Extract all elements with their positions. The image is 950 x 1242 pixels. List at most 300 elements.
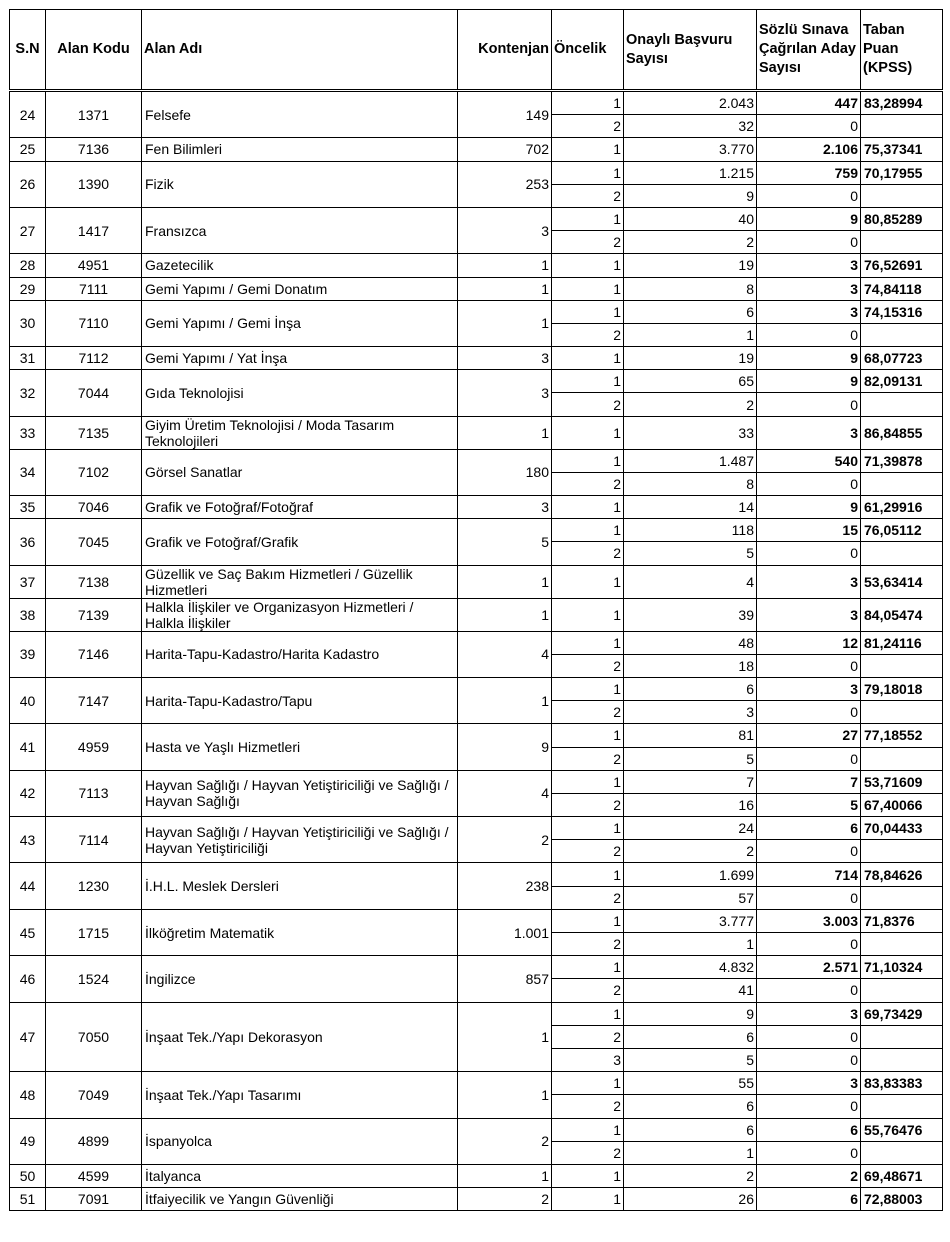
- kontenjan-cell: 2: [458, 1188, 552, 1211]
- sn-cell: 27: [10, 207, 46, 253]
- alan-kodu-cell: 1390: [46, 161, 142, 207]
- taban-puan-cell: 70,17955: [861, 161, 943, 184]
- taban-puan-cell: 75,37341: [861, 138, 943, 161]
- kontenjan-cell: 1: [458, 277, 552, 300]
- taban-puan-cell: [861, 542, 943, 565]
- onayli-basvuru-cell: 8: [624, 472, 757, 495]
- sozlu-aday-cell: 759: [757, 161, 861, 184]
- taban-puan-cell: 53,71609: [861, 770, 943, 793]
- oncelik-cell: 2: [552, 979, 624, 1002]
- taban-puan-cell: 67,40066: [861, 793, 943, 816]
- table-row: [10, 254, 943, 277]
- oncelik-cell: 1: [552, 631, 624, 654]
- alan-kodu-cell: 7045: [46, 519, 142, 565]
- sn-cell: 34: [10, 449, 46, 495]
- oncelik-cell: 2: [552, 654, 624, 677]
- alan-kodu-cell: 7044: [46, 370, 142, 416]
- header-sozlu-aday: Sözlü Sınava Çağrılan Aday Sayısı: [757, 10, 861, 91]
- kontenjan-cell: 1: [458, 677, 552, 723]
- onayli-basvuru-cell: 6: [624, 677, 757, 700]
- oncelik-cell: 2: [552, 1141, 624, 1164]
- sozlu-aday-cell: 9: [757, 370, 861, 393]
- kontenjan-cell: 2: [458, 1118, 552, 1164]
- table-row: [10, 909, 943, 932]
- sn-cell: 38: [10, 598, 46, 631]
- taban-puan-cell: [861, 747, 943, 770]
- onayli-basvuru-cell: 7: [624, 770, 757, 793]
- taban-puan-cell: 77,18552: [861, 724, 943, 747]
- sn-cell: 46: [10, 956, 46, 1002]
- alan-kodu-cell: 7138: [46, 565, 142, 598]
- onayli-basvuru-cell: 24: [624, 817, 757, 840]
- sn-cell: 47: [10, 1002, 46, 1072]
- onayli-basvuru-cell: 19: [624, 254, 757, 277]
- oncelik-cell: 1: [552, 724, 624, 747]
- oncelik-cell: 1: [552, 91, 624, 115]
- onayli-basvuru-cell: 6: [624, 1095, 757, 1118]
- oncelik-cell: 1: [552, 956, 624, 979]
- kontenjan-cell: 3: [458, 370, 552, 416]
- alan-adi-cell: İngilizce: [142, 956, 458, 1002]
- sozlu-aday-cell: 0: [757, 542, 861, 565]
- taban-puan-cell: 74,15316: [861, 300, 943, 323]
- onayli-basvuru-cell: 8: [624, 277, 757, 300]
- kontenjan-cell: 3: [458, 207, 552, 253]
- kontenjan-cell: 4: [458, 770, 552, 816]
- sozlu-aday-cell: 3: [757, 277, 861, 300]
- alan-kodu-cell: 7046: [46, 496, 142, 519]
- kontenjan-cell: 1: [458, 1002, 552, 1072]
- sozlu-aday-cell: 27: [757, 724, 861, 747]
- sn-cell: 43: [10, 817, 46, 863]
- alan-adi-cell: İ.H.L. Meslek Dersleri: [142, 863, 458, 909]
- header-kontenjan: Kontenjan: [458, 10, 552, 91]
- alan-adi-cell: Hayvan Sağlığı / Hayvan Yetiştiriciliği ve Sağlığı / Hayvan Sağlığı: [142, 770, 458, 816]
- alan-kodu-cell: 7111: [46, 277, 142, 300]
- alan-adi-cell: Harita-Tapu-Kadastro/Harita Kadastro: [142, 631, 458, 677]
- sozlu-aday-cell: 0: [757, 231, 861, 254]
- alan-adi-cell: Gemi Yapımı / Gemi İnşa: [142, 300, 458, 346]
- sn-cell: 36: [10, 519, 46, 565]
- alan-kodu-cell: 7147: [46, 677, 142, 723]
- sozlu-aday-cell: 0: [757, 1025, 861, 1048]
- taban-puan-cell: [861, 1141, 943, 1164]
- oncelik-cell: 1: [552, 300, 624, 323]
- table-header: [10, 10, 943, 91]
- alan-kodu-cell: 7050: [46, 1002, 142, 1072]
- sozlu-aday-cell: 5: [757, 793, 861, 816]
- kontenjan-cell: 702: [458, 138, 552, 161]
- onayli-basvuru-cell: 14: [624, 496, 757, 519]
- document-page: [9, 9, 943, 1211]
- oncelik-cell: 1: [552, 370, 624, 393]
- taban-puan-cell: [861, 1095, 943, 1118]
- table-row: [10, 1188, 943, 1211]
- alan-kodu-cell: 4951: [46, 254, 142, 277]
- sozlu-aday-cell: 3.003: [757, 909, 861, 932]
- taban-puan-cell: 69,73429: [861, 1002, 943, 1025]
- taban-puan-cell: 74,84118: [861, 277, 943, 300]
- oncelik-cell: 1: [552, 449, 624, 472]
- sozlu-aday-cell: 3: [757, 677, 861, 700]
- alan-adi-cell: Giyim Üretim Teknolojisi / Moda Tasarım Teknolojileri: [142, 416, 458, 449]
- oncelik-cell: 3: [552, 1048, 624, 1071]
- alan-adi-cell: Görsel Sanatlar: [142, 449, 458, 495]
- oncelik-cell: 1: [552, 496, 624, 519]
- kontenjan-cell: 1: [458, 565, 552, 598]
- taban-puan-cell: 83,28994: [861, 91, 943, 115]
- onayli-basvuru-cell: 4.832: [624, 956, 757, 979]
- taban-puan-cell: 82,09131: [861, 370, 943, 393]
- sozlu-aday-cell: 6: [757, 1188, 861, 1211]
- sozlu-aday-cell: 9: [757, 347, 861, 370]
- alan-kodu-cell: 7102: [46, 449, 142, 495]
- onayli-basvuru-cell: 3.777: [624, 909, 757, 932]
- table-row: [10, 91, 943, 115]
- alan-kodu-cell: 1417: [46, 207, 142, 253]
- oncelik-cell: 2: [552, 793, 624, 816]
- sozlu-aday-cell: 0: [757, 840, 861, 863]
- taban-puan-cell: [861, 393, 943, 416]
- sozlu-aday-cell: 0: [757, 323, 861, 346]
- oncelik-cell: 2: [552, 184, 624, 207]
- onayli-basvuru-cell: 9: [624, 184, 757, 207]
- sozlu-aday-cell: 2: [757, 1164, 861, 1187]
- sn-cell: 41: [10, 724, 46, 770]
- alan-adi-cell: Fizik: [142, 161, 458, 207]
- onayli-basvuru-cell: 39: [624, 598, 757, 631]
- onayli-basvuru-cell: 55: [624, 1072, 757, 1095]
- taban-puan-cell: [861, 654, 943, 677]
- table-row: [10, 598, 943, 631]
- alan-adi-cell: Harita-Tapu-Kadastro/Tapu: [142, 677, 458, 723]
- table-row: [10, 956, 943, 979]
- sn-cell: 28: [10, 254, 46, 277]
- onayli-basvuru-cell: 1: [624, 1141, 757, 1164]
- sozlu-aday-cell: 7: [757, 770, 861, 793]
- taban-puan-cell: [861, 933, 943, 956]
- oncelik-cell: 1: [552, 161, 624, 184]
- onayli-basvuru-cell: 9: [624, 1002, 757, 1025]
- sozlu-aday-cell: 0: [757, 886, 861, 909]
- taban-puan-cell: [861, 231, 943, 254]
- table-row: [10, 519, 943, 542]
- oncelik-cell: 2: [552, 542, 624, 565]
- table-row: [10, 1002, 943, 1025]
- sn-cell: 42: [10, 770, 46, 816]
- table-row: [10, 416, 943, 449]
- kontenjan-cell: 238: [458, 863, 552, 909]
- oncelik-cell: 2: [552, 886, 624, 909]
- table-row: [10, 1118, 943, 1141]
- sozlu-aday-cell: 2.106: [757, 138, 861, 161]
- onayli-basvuru-cell: 118: [624, 519, 757, 542]
- sozlu-aday-cell: 6: [757, 1118, 861, 1141]
- alan-adi-cell: İtfaiyecilik ve Yangın Güvenliği: [142, 1188, 458, 1211]
- sn-cell: 51: [10, 1188, 46, 1211]
- alan-kodu-cell: 7114: [46, 817, 142, 863]
- sozlu-aday-cell: 0: [757, 701, 861, 724]
- onayli-basvuru-cell: 5: [624, 747, 757, 770]
- table-row: [10, 496, 943, 519]
- taban-puan-cell: 61,29916: [861, 496, 943, 519]
- oncelik-cell: 1: [552, 1118, 624, 1141]
- table-row: [10, 370, 943, 393]
- onayli-basvuru-cell: 33: [624, 416, 757, 449]
- table-row: [10, 277, 943, 300]
- sozlu-aday-cell: 0: [757, 1095, 861, 1118]
- sozlu-aday-cell: 15: [757, 519, 861, 542]
- taban-puan-cell: [861, 472, 943, 495]
- kontenjan-cell: 2: [458, 817, 552, 863]
- sozlu-aday-cell: 0: [757, 115, 861, 138]
- oncelik-cell: 2: [552, 701, 624, 724]
- oncelik-cell: 2: [552, 393, 624, 416]
- table-body: [10, 91, 943, 1211]
- alan-kodu-cell: 7135: [46, 416, 142, 449]
- taban-puan-cell: 78,84626: [861, 863, 943, 886]
- kontenjan-cell: 1: [458, 416, 552, 449]
- table-row: [10, 631, 943, 654]
- taban-puan-cell: 76,05112: [861, 519, 943, 542]
- alan-kodu-cell: 1371: [46, 91, 142, 138]
- alan-adi-cell: Gemi Yapımı / Gemi Donatım: [142, 277, 458, 300]
- alan-kodu-cell: 7139: [46, 598, 142, 631]
- oncelik-cell: 1: [552, 677, 624, 700]
- taban-puan-cell: 71,8376: [861, 909, 943, 932]
- onayli-basvuru-cell: 2: [624, 231, 757, 254]
- kontenjan-cell: 1: [458, 1072, 552, 1118]
- onayli-basvuru-cell: 41: [624, 979, 757, 1002]
- oncelik-cell: 1: [552, 347, 624, 370]
- oncelik-cell: 2: [552, 1095, 624, 1118]
- sozlu-aday-cell: 2.571: [757, 956, 861, 979]
- onayli-basvuru-cell: 2: [624, 840, 757, 863]
- sn-cell: 29: [10, 277, 46, 300]
- sn-cell: 39: [10, 631, 46, 677]
- oncelik-cell: 2: [552, 323, 624, 346]
- oncelik-cell: 1: [552, 909, 624, 932]
- taban-puan-cell: 84,05474: [861, 598, 943, 631]
- alan-adi-cell: Gemi Yapımı / Yat İnşa: [142, 347, 458, 370]
- taban-puan-cell: 70,04433: [861, 817, 943, 840]
- alan-kodu-cell: 7112: [46, 347, 142, 370]
- alan-adi-cell: Hasta ve Yaşlı Hizmetleri: [142, 724, 458, 770]
- alan-adi-cell: İtalyanca: [142, 1164, 458, 1187]
- taban-puan-cell: 86,84855: [861, 416, 943, 449]
- alan-adi-cell: Grafik ve Fotoğraf/Grafik: [142, 519, 458, 565]
- onayli-basvuru-cell: 1: [624, 933, 757, 956]
- taban-puan-cell: [861, 1048, 943, 1071]
- table-row: [10, 1072, 943, 1095]
- sn-cell: 26: [10, 161, 46, 207]
- alan-adi-cell: Hayvan Sağlığı / Hayvan Yetiştiriciliği ve Sağlığı / Hayvan Yetiştiriciliği: [142, 817, 458, 863]
- onayli-basvuru-cell: 48: [624, 631, 757, 654]
- alan-kodu-cell: 7113: [46, 770, 142, 816]
- oncelik-cell: 1: [552, 1072, 624, 1095]
- alan-kodu-cell: 4959: [46, 724, 142, 770]
- taban-puan-cell: 79,18018: [861, 677, 943, 700]
- sozlu-aday-cell: 3: [757, 1072, 861, 1095]
- kontenjan-cell: 1: [458, 300, 552, 346]
- alan-kodu-cell: 4899: [46, 1118, 142, 1164]
- sn-cell: 24: [10, 91, 46, 138]
- sozlu-aday-cell: 6: [757, 817, 861, 840]
- sn-cell: 50: [10, 1164, 46, 1187]
- alan-adi-cell: İspanyolca: [142, 1118, 458, 1164]
- alan-adi-cell: İlköğretim Matematik: [142, 909, 458, 955]
- sozlu-aday-cell: 3: [757, 300, 861, 323]
- onayli-basvuru-cell: 40: [624, 207, 757, 230]
- oncelik-cell: 2: [552, 840, 624, 863]
- oncelik-cell: 1: [552, 1002, 624, 1025]
- taban-puan-cell: 68,07723: [861, 347, 943, 370]
- onayli-basvuru-cell: 4: [624, 565, 757, 598]
- oncelik-cell: 1: [552, 519, 624, 542]
- table-row: [10, 138, 943, 161]
- kontenjan-cell: 1: [458, 598, 552, 631]
- onayli-basvuru-cell: 5: [624, 542, 757, 565]
- sn-cell: 31: [10, 347, 46, 370]
- kontenjan-cell: 4: [458, 631, 552, 677]
- onayli-basvuru-cell: 57: [624, 886, 757, 909]
- onayli-basvuru-cell: 1.487: [624, 449, 757, 472]
- oncelik-cell: 1: [552, 207, 624, 230]
- sozlu-aday-cell: 0: [757, 184, 861, 207]
- onayli-basvuru-cell: 6: [624, 300, 757, 323]
- kontenjan-cell: 1.001: [458, 909, 552, 955]
- sn-cell: 40: [10, 677, 46, 723]
- kontenjan-cell: 857: [458, 956, 552, 1002]
- onayli-basvuru-cell: 18: [624, 654, 757, 677]
- sn-cell: 32: [10, 370, 46, 416]
- table-row: [10, 207, 943, 230]
- table-row: [10, 161, 943, 184]
- onayli-basvuru-cell: 5: [624, 1048, 757, 1071]
- table-row: [10, 300, 943, 323]
- taban-puan-cell: 55,76476: [861, 1118, 943, 1141]
- kontenjan-cell: 253: [458, 161, 552, 207]
- header-alan-kodu: Alan Kodu: [46, 10, 142, 91]
- kontenjan-cell: 1: [458, 1164, 552, 1187]
- oncelik-cell: 1: [552, 565, 624, 598]
- oncelik-cell: 1: [552, 277, 624, 300]
- sozlu-aday-cell: 3: [757, 565, 861, 598]
- taban-puan-cell: [861, 184, 943, 207]
- taban-puan-cell: 72,88003: [861, 1188, 943, 1211]
- oncelik-cell: 1: [552, 1188, 624, 1211]
- table-row: [10, 565, 943, 598]
- onayli-basvuru-cell: 3: [624, 701, 757, 724]
- kpss-placement-table: [9, 9, 943, 1211]
- oncelik-cell: 1: [552, 254, 624, 277]
- sozlu-aday-cell: 0: [757, 1141, 861, 1164]
- taban-puan-cell: [861, 1025, 943, 1048]
- taban-puan-cell: [861, 323, 943, 346]
- alan-kodu-cell: 7049: [46, 1072, 142, 1118]
- table-row: [10, 817, 943, 840]
- onayli-basvuru-cell: 16: [624, 793, 757, 816]
- taban-puan-cell: 53,63414: [861, 565, 943, 598]
- taban-puan-cell: 81,24116: [861, 631, 943, 654]
- alan-adi-cell: İnşaat Tek./Yapı Tasarımı: [142, 1072, 458, 1118]
- sozlu-aday-cell: 0: [757, 393, 861, 416]
- header-onayli-basvuru: Onaylı Başvuru Sayısı: [624, 10, 757, 91]
- oncelik-cell: 2: [552, 115, 624, 138]
- taban-puan-cell: [861, 886, 943, 909]
- taban-puan-cell: [861, 115, 943, 138]
- sozlu-aday-cell: 714: [757, 863, 861, 886]
- onayli-basvuru-cell: 2: [624, 1164, 757, 1187]
- header-oncelik: Öncelik: [552, 10, 624, 91]
- taban-puan-cell: 71,10324: [861, 956, 943, 979]
- oncelik-cell: 1: [552, 416, 624, 449]
- onayli-basvuru-cell: 1.699: [624, 863, 757, 886]
- header-row: [10, 10, 943, 91]
- sn-cell: 45: [10, 909, 46, 955]
- oncelik-cell: 1: [552, 770, 624, 793]
- sozlu-aday-cell: 447: [757, 91, 861, 115]
- sn-cell: 48: [10, 1072, 46, 1118]
- alan-kodu-cell: 4599: [46, 1164, 142, 1187]
- onayli-basvuru-cell: 1: [624, 323, 757, 346]
- header-sn: S.N: [10, 10, 46, 91]
- sn-cell: 49: [10, 1118, 46, 1164]
- kontenjan-cell: 9: [458, 724, 552, 770]
- onayli-basvuru-cell: 1.215: [624, 161, 757, 184]
- taban-puan-cell: 71,39878: [861, 449, 943, 472]
- table-row: [10, 724, 943, 747]
- alan-kodu-cell: 7110: [46, 300, 142, 346]
- taban-puan-cell: [861, 840, 943, 863]
- sozlu-aday-cell: 540: [757, 449, 861, 472]
- oncelik-cell: 1: [552, 817, 624, 840]
- sn-cell: 44: [10, 863, 46, 909]
- alan-adi-cell: Gıda Teknolojisi: [142, 370, 458, 416]
- alan-kodu-cell: 7136: [46, 138, 142, 161]
- onayli-basvuru-cell: 6: [624, 1118, 757, 1141]
- kontenjan-cell: 149: [458, 91, 552, 138]
- sozlu-aday-cell: 3: [757, 254, 861, 277]
- sn-cell: 25: [10, 138, 46, 161]
- sozlu-aday-cell: 3: [757, 416, 861, 449]
- alan-kodu-cell: 7146: [46, 631, 142, 677]
- sozlu-aday-cell: 9: [757, 496, 861, 519]
- taban-puan-cell: 76,52691: [861, 254, 943, 277]
- sozlu-aday-cell: 0: [757, 979, 861, 1002]
- kontenjan-cell: 3: [458, 347, 552, 370]
- onayli-basvuru-cell: 81: [624, 724, 757, 747]
- kontenjan-cell: 1: [458, 254, 552, 277]
- kontenjan-cell: 3: [458, 496, 552, 519]
- sozlu-aday-cell: 3: [757, 598, 861, 631]
- onayli-basvuru-cell: 19: [624, 347, 757, 370]
- sn-cell: 35: [10, 496, 46, 519]
- table-row: [10, 449, 943, 472]
- table-row: [10, 863, 943, 886]
- oncelik-cell: 2: [552, 472, 624, 495]
- oncelik-cell: 1: [552, 598, 624, 631]
- oncelik-cell: 1: [552, 1164, 624, 1187]
- sozlu-aday-cell: 0: [757, 933, 861, 956]
- sn-cell: 37: [10, 565, 46, 598]
- sozlu-aday-cell: 0: [757, 1048, 861, 1071]
- onayli-basvuru-cell: 2.043: [624, 91, 757, 115]
- header-alan-adi: Alan Adı: [142, 10, 458, 91]
- alan-kodu-cell: 1715: [46, 909, 142, 955]
- sozlu-aday-cell: 12: [757, 631, 861, 654]
- sozlu-aday-cell: 0: [757, 472, 861, 495]
